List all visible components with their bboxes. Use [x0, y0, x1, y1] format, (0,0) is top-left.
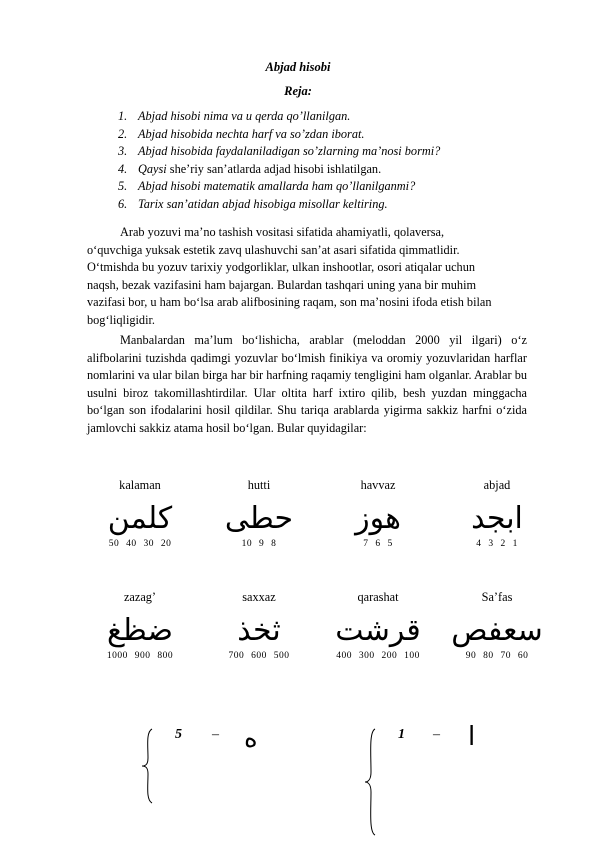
letter-alif: ا — [468, 722, 476, 752]
group-saxxaz: saxxaz ثخذ 700 600 500 — [228, 590, 290, 661]
page-title: Abjad hisobi — [265, 60, 331, 74]
plan-heading: Reja: — [284, 84, 312, 98]
letter-he: ه — [244, 724, 258, 754]
right-brace — [363, 728, 379, 836]
plan-list — [118, 108, 440, 213]
value-one: 1 — [398, 727, 405, 742]
plan-item: 3. Abjad hisobida faydalaniladigan so’zlarning ma’nosi bormi? — [118, 144, 441, 158]
dash-left: – — [212, 727, 219, 742]
plan-item: 5. Abjad hisobi matematik amallarda ham qo’llanilganmi? — [118, 179, 416, 193]
left-brace — [140, 728, 156, 804]
group-havvaz: havvaz هوز 7 6 5 — [355, 478, 401, 549]
group-abjad: abjad ابجد 4 3 2 1 — [471, 478, 523, 549]
group-qarashat: qarashat قرشت 400 300 200 100 — [335, 590, 421, 661]
value-five: 5 — [175, 727, 182, 742]
paragraph-1: Arab yozuvi ma’no tashish vositasi sifatida ahamiyatli, qolaversa, o‘quvchiga yuksak estetik zavq ulashuvchi san’at asari sifatida qimmatlidir. O‘tmishda bu yozuv tarixiy yodgorliklar, ulkan inshootlar, osori atiqalar uchun naqsh, bezak vazifasini ham bajargan. Bulardan tashqari uning yana bir muhim vazifasi bor, u ham bo‘lsa arab alifbosining raqam, son ma’nosini ifoda etish bilan bog‘liqligidir. — [87, 225, 492, 327]
paragraph-2: Manbalardan ma’lum bo‘lishicha, arablar (meloddan 2000 yil ilgari) o‘z alifbolarini tuzishda qadimgi yozuvlar bo‘lmish finikiya va oromiy yozuvlaridan harflar nomlarini va ular bilan birga har bir harfning raqamiy tengligini ham olganlar. Arablar bu usulni biroz takomillashtirdilar. Ular oltita harf ixtiro qilib, besh yuzdan minggacha bo‘lgan son ifodalarini hosil qildilar. Shu tariqa arablarda yigirma sakkiz harfni o‘zida jamlovchi sakkiz atama hosil bo‘lgan. Bular quyidagilar: — [87, 333, 527, 435]
group-kalaman: kalaman كلمن 50 40 30 20 — [107, 478, 173, 549]
plan-item: 4. Qaysi she’riy san’atlarda adjad hisobi ishlatilgan. — [118, 161, 382, 176]
dash-right: – — [433, 727, 440, 742]
group-zazag: zazag’ ضظغ 1000 900 800 — [106, 590, 174, 661]
plan-item: 1. Abjad hisobi nima va u qerda qo’llanilgan. — [118, 109, 351, 123]
plan-item: 2. Abjad hisobida nechta harf va so’zdan iborat. — [118, 126, 365, 141]
group-hutti: hutti حطى 10 9 8 — [224, 478, 294, 549]
group-safas: Sa’fas سعفص 90 80 70 60 — [451, 590, 543, 661]
plan-item: 6. Tarix san’atidan abjad hisobiga misollar keltiring. — [118, 196, 388, 211]
